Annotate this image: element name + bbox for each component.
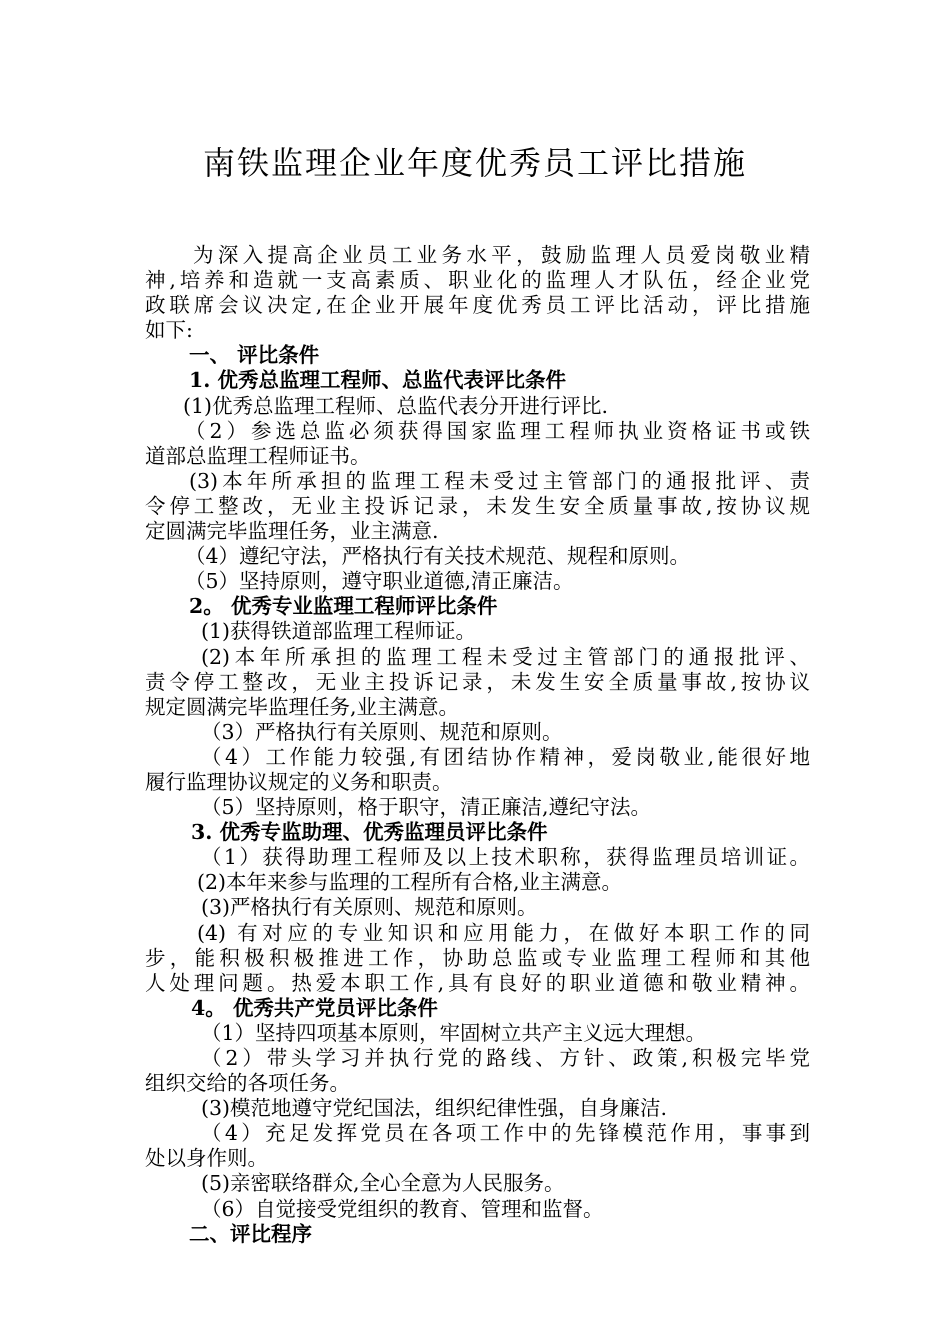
paragraph-line: (2)本年来参与监理的工程所有合格,业主满意。	[197, 870, 623, 895]
document-title: 南铁监理企业年度优秀员工评比措施	[202, 144, 747, 182]
paragraph-line: (3)严格执行有关原则、规范和原则。	[201, 895, 538, 920]
paragraph-line: (1)获得铁道部监理工程师证。	[201, 619, 477, 644]
paragraph-line: 如下:	[145, 318, 193, 343]
paragraph-line: （5）坚持原则，格于职守，清正廉洁,遵纪守法。	[201, 795, 652, 820]
paragraph-line: (4) 有对应的专业知识和应用能力，在做好本职工作的同	[197, 920, 810, 945]
paragraph-line: （4）充足发挥党员在各项工作中的先锋模范作用，事事到	[201, 1121, 810, 1146]
paragraph-line: （4）遵纪守法，严格执行有关技术规范、规程和原则。	[185, 544, 691, 569]
paragraph-line: 步，能积极积极推进工作，协助总监或专业监理工程师和其他	[145, 945, 810, 970]
paragraph-line: （2）带头学习并执行党的路线、方针、政策,积极完毕党	[201, 1046, 810, 1070]
section-heading: 3. 优秀专监助理、优秀监理员评比条件	[191, 820, 548, 845]
paragraph-line: (5)亲密联络群众,全心全意为人民服务。	[201, 1171, 565, 1196]
paragraph-line: 处以身作则。	[145, 1146, 268, 1171]
paragraph-line: （3）严格执行有关原则、规范和原则。	[201, 719, 563, 744]
paragraph-line: （2）参选总监必须获得国家监理工程师执业资格证书或铁	[185, 418, 810, 443]
paragraph-line: 定圆满完毕监理任务，业主满意.	[145, 519, 439, 544]
paragraph-line: 人处理问题。热爱本职工作,具有良好的职业道德和敬业精神。	[145, 970, 810, 995]
paragraph-line: （4）工作能力较强,有团结协作精神，爱岗敬业,能很好地	[201, 744, 810, 769]
section-heading: 2。 优秀专业监理工程师评比条件	[189, 594, 498, 619]
paragraph-line: (3)模范地遵守党纪国法，组织纪律性强，自身廉洁.	[201, 1096, 668, 1121]
paragraph-line: (1)优秀总监理工程师、总监代表分开进行评比.	[183, 393, 609, 418]
paragraph-line: 组织交给的各项任务。	[145, 1071, 350, 1096]
paragraph-line: 令停工整改，无业主投诉记录，未发生安全质量事故,按协议规	[145, 493, 810, 518]
paragraph-line: 为深入提高企业员工业务水平，鼓励监理人员爱岗敬业精	[193, 243, 810, 267]
section-heading: 1. 优秀总监理工程师、总监代表评比条件	[189, 368, 567, 393]
paragraph-line: 政联席会议决定,在企业开展年度优秀员工评比活动，评比措施	[145, 293, 810, 318]
paragraph-line: 神,培养和造就一支高素质、职业化的监理人才队伍，经企业党	[145, 268, 810, 293]
paragraph-line: 履行监理协议规定的义务和职责。	[145, 769, 453, 794]
paragraph-line: 责令停工整改，无业主投诉记录，未发生安全质量事故,按协议	[145, 669, 810, 694]
section-heading: 一、 评比条件	[189, 343, 320, 368]
document-body	[145, 243, 810, 1247]
paragraph-line: (2)本年所承担的监理工程未受过主管部门的通报批评、	[201, 644, 810, 669]
paragraph-line: 规定圆满完毕监理任务,业主满意。	[145, 694, 460, 719]
paragraph-line: (3)本年所承担的监理工程未受过主管部门的通报批评、责	[189, 468, 810, 493]
paragraph-line: （1）获得助理工程师及以上技术职称，获得监理员培训证。	[201, 845, 810, 870]
section-heading: 二、评比程序	[189, 1221, 312, 1246]
paragraph-line: （6）自觉接受党组织的教育、管理和监督。	[201, 1196, 604, 1221]
section-heading: 4。 优秀共产党员评比条件	[191, 995, 438, 1020]
paragraph-line: （5）坚持原则，遵守职业道德,清正廉洁。	[185, 569, 574, 594]
paragraph-line: （1）坚持四项基本原则，牢固树立共产主义远大理想。	[201, 1020, 707, 1045]
paragraph-line: 道部总监理工程师证书。	[145, 443, 371, 468]
